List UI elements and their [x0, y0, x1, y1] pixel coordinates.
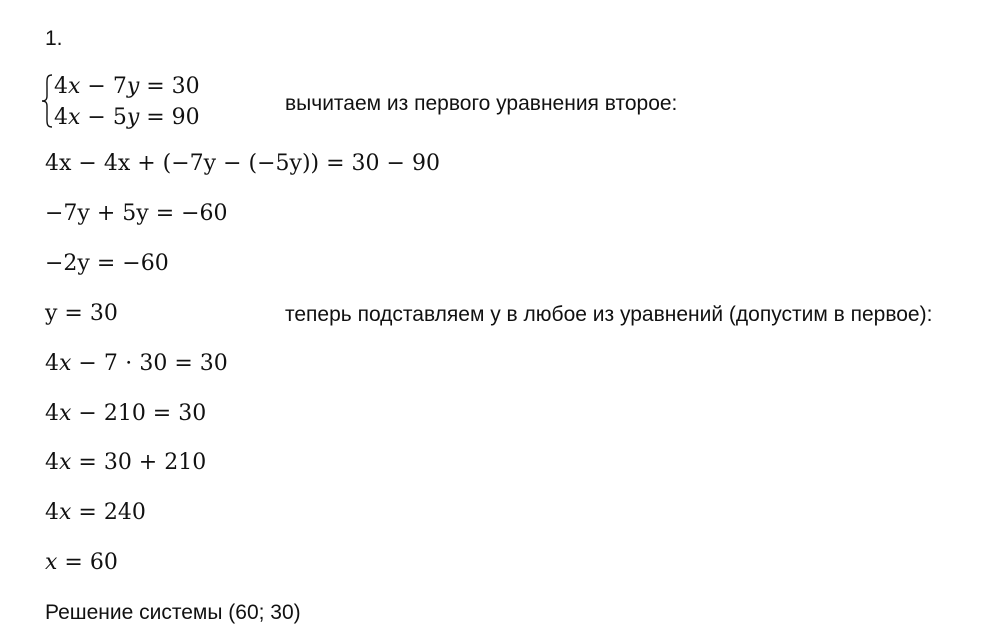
solution-step-1: 4x − 4x + (−7y − (−5y)) = 30 − 90: [45, 151, 440, 176]
system-equation-1: 4𝑥 − 7𝑦 = 30: [54, 74, 200, 99]
solution-step-2: −7y + 5y = −60: [45, 201, 228, 226]
note-subtract-equations: вычитаем из первого уравнения второе:: [285, 92, 678, 115]
solution-step-9: 𝑥 = 60: [45, 550, 118, 575]
solution-step-6: 4𝑥 − 210 = 30: [45, 401, 207, 426]
note-substitute-y: теперь подставляем y в любое из уравнений (допустим в первое):: [285, 303, 933, 326]
system-equation-2: 4𝑥 − 5𝑦 = 90: [54, 105, 200, 130]
solution-step-7: 4𝑥 = 30 + 210: [45, 450, 207, 475]
final-solution: Решение системы (60; 30): [45, 601, 301, 624]
system-brace-icon: [40, 74, 54, 128]
solution-step-5: 4𝑥 − 7 ⋅ 30 = 30: [45, 351, 228, 376]
solution-step-4: y = 30: [45, 301, 118, 326]
solution-step-8: 4𝑥 = 240: [45, 500, 146, 525]
equation-system: [40, 70, 210, 132]
problem-number: 1.: [45, 27, 63, 50]
solution-step-3: −2y = −60: [45, 251, 169, 276]
